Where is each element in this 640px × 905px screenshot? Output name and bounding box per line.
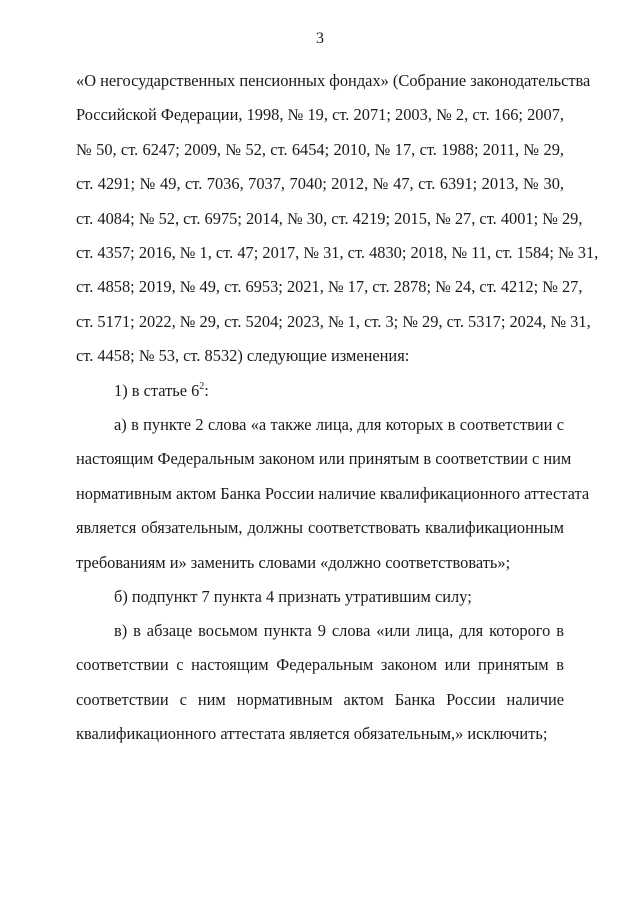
page-number: 3: [316, 30, 324, 47]
text-line: ст. 4084; № 52, ст. 6975; 2014, № 30, ст. 4219; 2015, № 27, ст. 4001; № 29,: [76, 208, 583, 228]
text-line: ст. 4357; 2016, № 1, ст. 47; 2017, № 31, ст. 4830; 2018, № 11, ст. 1584; № 31,: [76, 242, 599, 262]
item-b-paragraph: [76, 580, 564, 614]
text-line: Российской Федерации, 1998, № 19, ст. 2071; 2003, № 2, ст. 166; 2007,: [76, 105, 564, 125]
text-line: ст. 4458; № 53, ст. 8532) следующие изменения:: [76, 346, 410, 366]
item-v-paragraph: [76, 614, 564, 752]
item-1-heading: [76, 374, 564, 408]
text-line: требованиям и» заменить словами «должно соответствовать»;: [76, 552, 511, 572]
text-line: ст. 5171; 2022, № 29, ст. 5204; 2023, № 1, ст. 3; № 29, ст. 5317; 2024, № 31,: [76, 311, 591, 331]
item-a-paragraph: [76, 408, 590, 580]
text-line: б) подпункт 7 пункта 4 признать утратившим силу;: [114, 587, 472, 606]
text-line: соответствии с настоящим Федеральным законом или принятым в: [76, 655, 564, 675]
item-1-text: 1) в статье 6: [114, 381, 200, 400]
text-line: нормативным актом Банка России наличие квалификационного аттестата: [76, 483, 590, 503]
text-line: настоящим Федеральным законом или принятым в соответствии с ним: [76, 449, 572, 469]
text-line: соответствии с ним нормативным актом Банка России наличие: [76, 689, 564, 709]
item-1-superscript: 2: [199, 381, 205, 392]
text-line: № 50, ст. 6247; 2009, № 52, ст. 6454; 2010, № 17, ст. 1988; 2011, № 29,: [76, 139, 564, 159]
text-line: является обязательным, должны соответствовать квалификационным: [76, 518, 564, 538]
text-line: ст. 4291; № 49, ст. 7036, 7037, 7040; 2012, № 47, ст. 6391; 2013, № 30,: [76, 174, 564, 194]
text-line: в) в абзаце восьмом пункта 9 слова «или лица, для которого в: [114, 621, 564, 640]
text-line: [76, 374, 564, 408]
intro-paragraph: [76, 64, 599, 374]
text-line: квалификационного аттестата является обязательным,» исключить;: [76, 724, 548, 744]
item-1-colon: :: [204, 381, 209, 400]
text-line: ст. 4858; 2019, № 49, ст. 6953; 2021, № 17, ст. 2878; № 24, ст. 4212; № 27,: [76, 277, 583, 297]
text-line: «О негосударственных пенсионных фондах» (Собрание законодательства: [76, 71, 591, 90]
text-line: а) в пункте 2 слова «а также лица, для которых в соответствии с: [114, 415, 564, 434]
